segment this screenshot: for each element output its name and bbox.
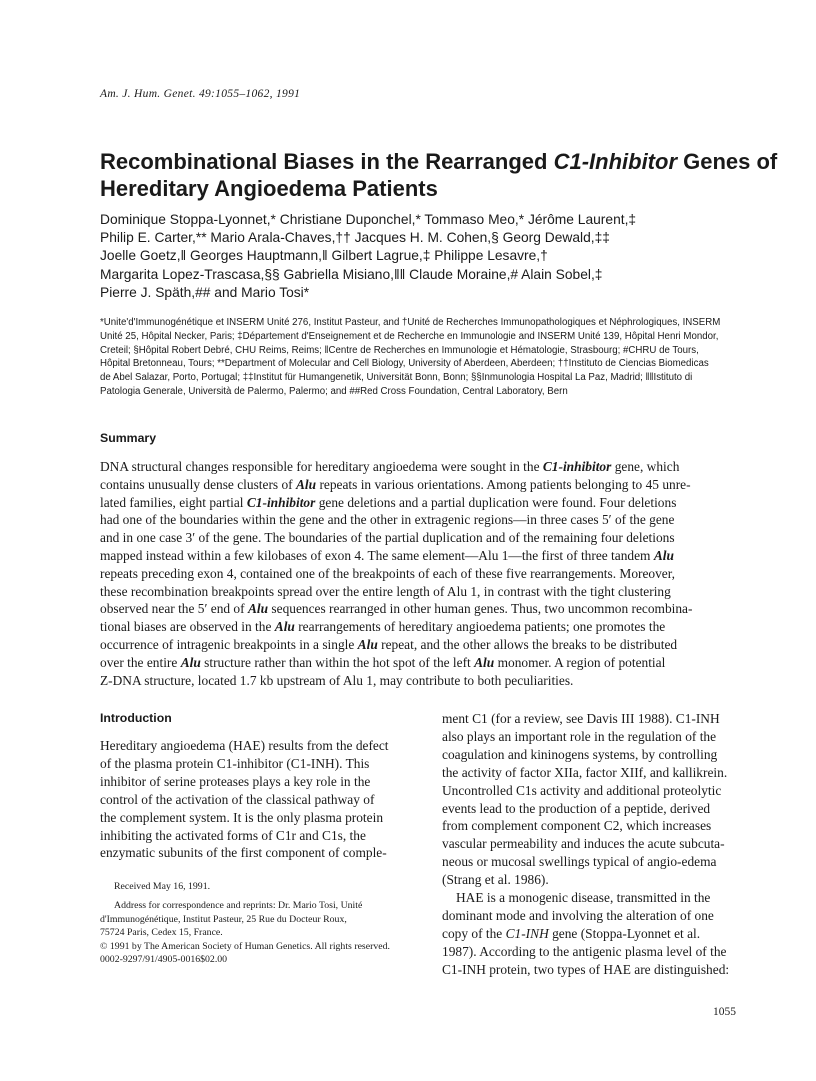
abstract-line bbox=[100, 654, 740, 672]
affiliation-line: Patologia Generale, Università de Palermo, Palermo; and ##Red Cross Foundation, Central Laboratory, Bern bbox=[100, 385, 568, 397]
abstract-line bbox=[100, 547, 740, 565]
abstract-line: Z-DNA structure, located 1.7 kb upstream of Alu 1, may contribute to both peculiarities. bbox=[100, 672, 574, 688]
abstract-text: occurrence of intragenic breakpoints in a single bbox=[100, 636, 358, 652]
body-line: (Strang et al. 1986). bbox=[442, 872, 549, 888]
abstract-line bbox=[100, 458, 740, 476]
abstract-text: monomer. A region of potential bbox=[494, 654, 666, 670]
abstract-line: repeats preceding exon 4, contained one of the breakpoints of each of these five rearrangements. Moreover, bbox=[100, 565, 676, 581]
article-title bbox=[100, 148, 800, 202]
affiliation-line: *Unite'd'Immunogénétique et INSERM Unité 276, Institut Pasteur, and †Unité de Recherches Immunopathologiques et Néphrologiques, INSERM bbox=[100, 317, 721, 328]
title-line1-part-b: Genes of bbox=[677, 149, 778, 174]
abstract-text: contains unusually dense clusters of bbox=[100, 476, 296, 492]
abstract-gene: C1-inhibitor bbox=[246, 494, 316, 510]
received-date: Received May 16, 1991. bbox=[114, 881, 211, 892]
abstract-text: over the entire bbox=[100, 654, 181, 670]
body-line: coagulation and kininogens systems, by controlling bbox=[442, 746, 718, 762]
body-text: gene (Stoppa-Lyonnet et al. bbox=[548, 925, 701, 941]
summary-heading: Summary bbox=[100, 431, 157, 445]
abstract-text: observed near the 5′ end of bbox=[100, 601, 248, 617]
abstract-line: had one of the boundaries within the gene and the other in extragenic regions—in three cases 5′ of the gene bbox=[100, 512, 675, 528]
abstract-line: and in one case 3′ of the gene. The boundaries of the partial duplication and of the remaining four deletions bbox=[100, 530, 675, 546]
body-line: events lead to the production of a peptide, derived bbox=[442, 800, 711, 816]
journal-citation: Am. J. Hum. Genet. 49:1055–1062, 1991 bbox=[100, 88, 301, 100]
introduction-right-column bbox=[442, 710, 742, 979]
abstract-alu: Alu bbox=[247, 601, 269, 617]
body-line: dominant mode and involving the alteration of one bbox=[442, 907, 714, 923]
gene-name: C1-INH bbox=[505, 925, 549, 941]
title-gene-name: C1-Inhibitor bbox=[553, 149, 678, 174]
correspondence-line: Address for correspondence and reprints: Dr. Mario Tosi, Unité bbox=[114, 900, 363, 912]
affiliation-line: de Abel Salazar, Porto, Portugal; ‡‡Institut für Humangenetik, Universität Bonn, Bonn; §§Inmunologia Hospital La Paz, Madrid; ‖‖Istituto di bbox=[100, 372, 693, 384]
body-text: copy of the bbox=[442, 925, 506, 941]
abstract-alu: Alu bbox=[357, 636, 378, 652]
abstract-line bbox=[100, 600, 740, 618]
abstract-alu: Alu bbox=[180, 654, 201, 670]
footnotes bbox=[100, 880, 430, 966]
author-list bbox=[100, 211, 740, 302]
author-line: Pierre J. Späth,## and Mario Tosi* bbox=[100, 284, 310, 300]
abstract-alu: Alu bbox=[474, 654, 495, 670]
body-line: of the plasma protein C1-inhibitor (C1-INH). This bbox=[100, 755, 370, 771]
abstract-text: sequences rearranged in other human genes. Thus, two uncommon recombina- bbox=[268, 601, 693, 617]
abstract-text: mapped instead within a few kilobases of exon 4. The same element—Alu 1—the first of three tandem bbox=[100, 547, 654, 563]
correspondence-line: d'Immunogénétique, Institut Pasteur, 25 Rue du Docteur Roux, bbox=[100, 913, 347, 925]
introduction-left-column bbox=[100, 737, 430, 862]
abstract-alu: Alu bbox=[653, 547, 674, 563]
body-line bbox=[442, 925, 742, 943]
body-line: vascular permeability and induces the acute subcuta- bbox=[442, 836, 725, 852]
body-line: from complement component C2, which increases bbox=[442, 818, 712, 834]
abstract-gene: C1-inhibitor bbox=[542, 459, 612, 474]
body-line: Uncontrolled C1s activity and additional proteolytic bbox=[442, 782, 722, 798]
affiliation-line: Hôpital Bretonneau, Tours; **Department of Molecular and Cell Biology, University of Aberdeen, Aberdeen; ††Instituto de Ciencias Biomedicas bbox=[100, 358, 709, 370]
affiliations bbox=[100, 316, 740, 399]
abstract-alu: Alu bbox=[274, 619, 295, 635]
abstract-line bbox=[100, 476, 740, 494]
abstract-text: repeat, and the other allows the breaks to be distributed bbox=[377, 636, 678, 652]
summary-abstract bbox=[100, 458, 740, 689]
body-line: HAE is a monogenic disease, transmitted in the bbox=[456, 890, 711, 906]
abstract-text: DNA structural changes responsible for hereditary angioedema were sought in the bbox=[100, 459, 543, 474]
body-line: inhibitor of serine proteases plays a key role in the bbox=[100, 773, 371, 789]
introduction-heading: Introduction bbox=[100, 711, 172, 725]
body-line: Hereditary angioedema (HAE) results from the defect bbox=[100, 738, 389, 753]
abstract-line: these recombination breakpoints spread over the entire length of Alu 1, in contrast with the tight clustering bbox=[100, 583, 671, 599]
body-line: the complement system. It is the only plasma protein bbox=[100, 809, 384, 825]
body-line: the activity of factor XIIa, factor XIIf, and kallikrein. bbox=[442, 764, 728, 780]
body-line: C1-INH protein, two types of HAE are distinguished: bbox=[442, 961, 730, 977]
author-line: Margarita Lopez-Trascasa,§§ Gabriella Misiano,‖‖ Claude Moraine,# Alain Sobel,‡ bbox=[100, 266, 603, 282]
body-line: neous or mucosal swellings typical of angio-edema bbox=[442, 854, 717, 870]
abstract-text: repeats in various orientations. Among patients belonging to 45 unre- bbox=[316, 476, 691, 492]
title-line2: Hereditary Angioedema Patients bbox=[100, 176, 438, 201]
abstract-line bbox=[100, 494, 740, 512]
abstract-alu: Alu bbox=[295, 476, 317, 492]
body-line: enzymatic subunits of the first component of comple- bbox=[100, 845, 387, 861]
abstract-text: gene, which bbox=[611, 459, 680, 474]
abstract-line bbox=[100, 636, 740, 654]
body-line: also plays an important role in the regulation of the bbox=[442, 728, 717, 744]
abstract-text: gene deletions and a partial duplication were found. Four deletions bbox=[315, 494, 677, 510]
copyright-notice: © 1991 by The American Society of Human Genetics. All rights reserved. bbox=[100, 940, 390, 952]
abstract-text: lated families, eight partial bbox=[100, 494, 247, 510]
abstract-text: tional biases are observed in the bbox=[100, 619, 275, 635]
abstract-text: structure rather than within the hot spot of the left bbox=[200, 654, 475, 670]
author-line: Joelle Goetz,‖ Georges Hauptmann,‖ Gilbert Lagrue,‡ Philippe Lesavre,† bbox=[100, 248, 548, 264]
body-line: control of the activation of the classical pathway of bbox=[100, 791, 375, 807]
abstract-line bbox=[100, 618, 740, 636]
title-line1-part-a: Recombinational Biases in the Rearranged bbox=[100, 149, 554, 174]
body-line: ment C1 (for a review, see Davis III 1988). C1-INH bbox=[442, 711, 720, 726]
page-number: 1055 bbox=[713, 1006, 736, 1018]
author-line: Philip E. Carter,** Mario Arala-Chaves,†† Jacques H. M. Cohen,§ Georg Dewald,‡‡ bbox=[100, 230, 610, 246]
issn-code: 0002-9297/91/4905-0016$02.00 bbox=[100, 954, 228, 966]
body-line: inhibiting the activated forms of C1r and C1s, the bbox=[100, 827, 366, 843]
abstract-text: rearrangements of hereditary angioedema patients; one promotes the bbox=[294, 619, 666, 635]
author-line: Dominique Stoppa-Lyonnet,* Christiane Duponchel,* Tommaso Meo,* Jérôme Laurent,‡ bbox=[100, 212, 637, 227]
body-line: 1987). According to the antigenic plasma level of the bbox=[442, 943, 727, 959]
affiliation-line: Creteil; §Hôpital Robert Debré, CHU Reims, Reims; ‖Centre de Recherches en Immunologie et Hématologie, Strasbourg; #CHRU de Tours, bbox=[100, 344, 699, 356]
affiliation-line: Unité 25, Hôpital Necker, Paris; ‡Département d'Enseignement et de Recherche en Immunologie and INSERM Unité 139, Hôpital Henri Mondor, bbox=[100, 330, 719, 342]
correspondence-line: 75724 Paris, Cedex 15, France. bbox=[100, 927, 223, 939]
